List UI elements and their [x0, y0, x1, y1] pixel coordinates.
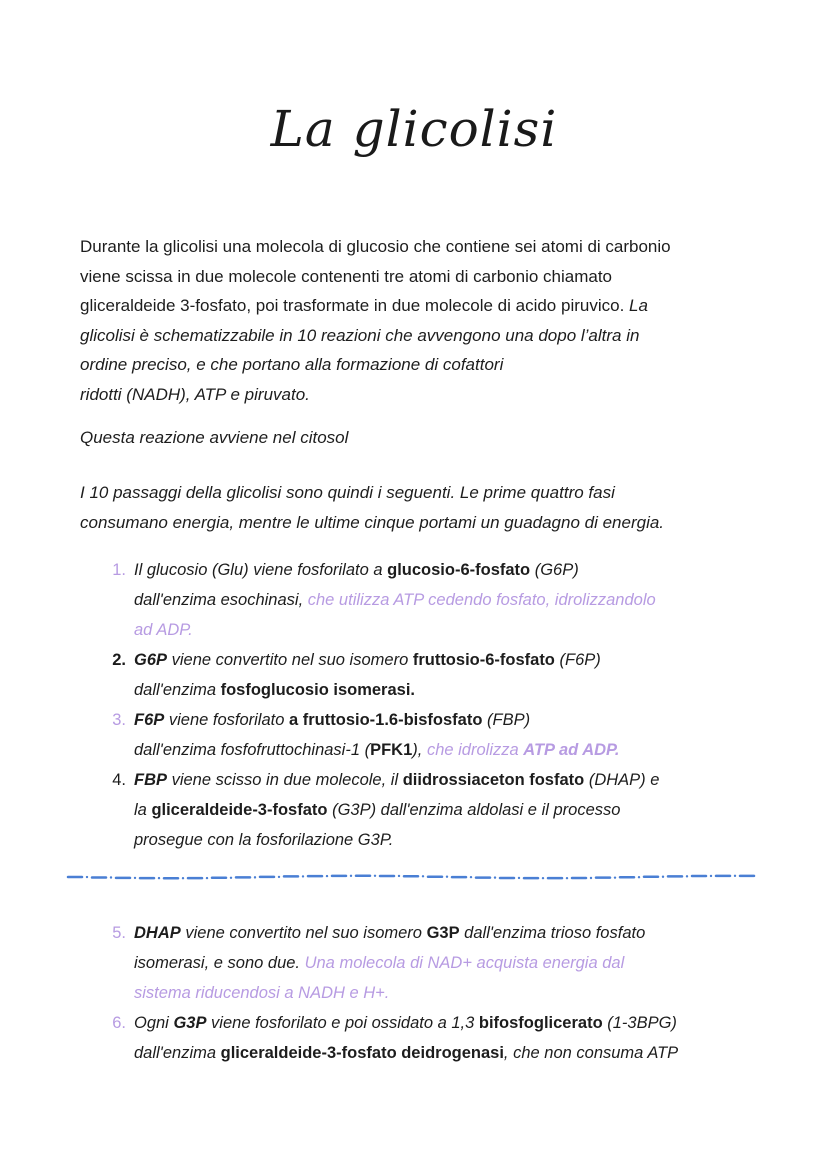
divider-dot — [326, 875, 328, 877]
divider-dot — [302, 875, 304, 877]
divider-dot — [590, 877, 592, 879]
divider-dot — [710, 875, 712, 877]
intro-paragraph: Durante la glicolisi una molecola di glucosio che contiene sei atomi di carbonio viene scissa in due molecole contenenti tre atomi di carbonio chiamato gliceraldeide 3-fosfato, poi trasformate in due molecole di acido piruvico. La glicolisi è schematizzabile in 10 reazioni che avvengono una dopo l’altra in ordine preciso, e che portano alla formazione di cofattori ridotti (NADH), ATP e piruvato. — [80, 237, 671, 404]
divider-dot — [566, 877, 568, 879]
list-item: 5. DHAP viene convertito nel suo isomero G3P dall'enzima trioso fosfato isomerasi, e sono due. Una molecola di NAD+ acquista energia dal sistema riducendosi a NADH e H+. — [112, 924, 646, 1002]
steps-list — [104, 555, 744, 855]
divider-dot — [422, 875, 424, 877]
steps-list-continued — [104, 918, 744, 1068]
list-item: 4. FBP viene scisso in due molecole, il diidrossiaceton fosfato (DHAP) e la gliceraldeide-3-fosfato (G3P) dall'enzima aldolasi e il processo prosegue con la fosforilazione G3P. — [112, 771, 660, 849]
list-item: 3. F6P viene fosforilato a fruttosio-1.6-bisfosfato (FBP) dall'enzima fosfofruttochinasi-1 (PFK1), che idrolizza ATP ad ADP. — [112, 711, 620, 759]
page-title: La glicolisi — [270, 100, 558, 158]
divider-dot — [734, 875, 736, 877]
divider-dot — [182, 877, 184, 879]
steps-intro: I 10 passaggi della glicolisi sono quindi i seguenti. Le prime quattro fasi consumano energia, mentre le ultime cinque portami un guadagno di energia. — [80, 483, 665, 532]
divider-dot — [206, 877, 208, 879]
divider-dot — [86, 876, 88, 878]
divider-dot — [614, 876, 616, 878]
list-item: 6. Ogni G3P viene fosforilato e poi ossidato a 1,3 bifosfoglicerato (1-3BPG) dall'enzima gliceraldeide-3-fosfato deidrogenasi, che non consuma ATP — [112, 1014, 679, 1062]
list-item: 1. Il glucosio (Glu) viene fosforilato a glucosio-6-fosfato (G6P) dall'enzima esochinasi, che utilizza ATP cedendo fosfato, idrolizzandolo ad ADP. — [112, 561, 656, 639]
divider-dot — [686, 875, 688, 877]
divider-dot — [446, 876, 448, 878]
divider-dot — [398, 875, 400, 877]
divider-dot — [470, 876, 472, 878]
divider-dot — [350, 875, 352, 877]
divider-dot — [494, 876, 496, 878]
divider-dot — [662, 876, 664, 878]
divider-dot — [134, 877, 136, 879]
divider-dot — [158, 877, 160, 879]
list-item: 2. G6P viene convertito nel suo isomero fruttosio-6-fosfato (F6P) dall'enzima fosfoglucosio isomerasi. — [112, 651, 601, 699]
divider-dot — [110, 876, 112, 878]
location-note: Questa reazione avviene nel citosol — [80, 428, 349, 447]
divider-dot — [230, 877, 232, 879]
divider-dot — [542, 877, 544, 879]
divider-dot — [278, 876, 280, 878]
divider-dot — [638, 876, 640, 878]
divider-dot — [374, 875, 376, 877]
divider-dot — [254, 876, 256, 878]
divider-dot — [518, 877, 520, 879]
dash-dot-divider — [66, 866, 760, 886]
